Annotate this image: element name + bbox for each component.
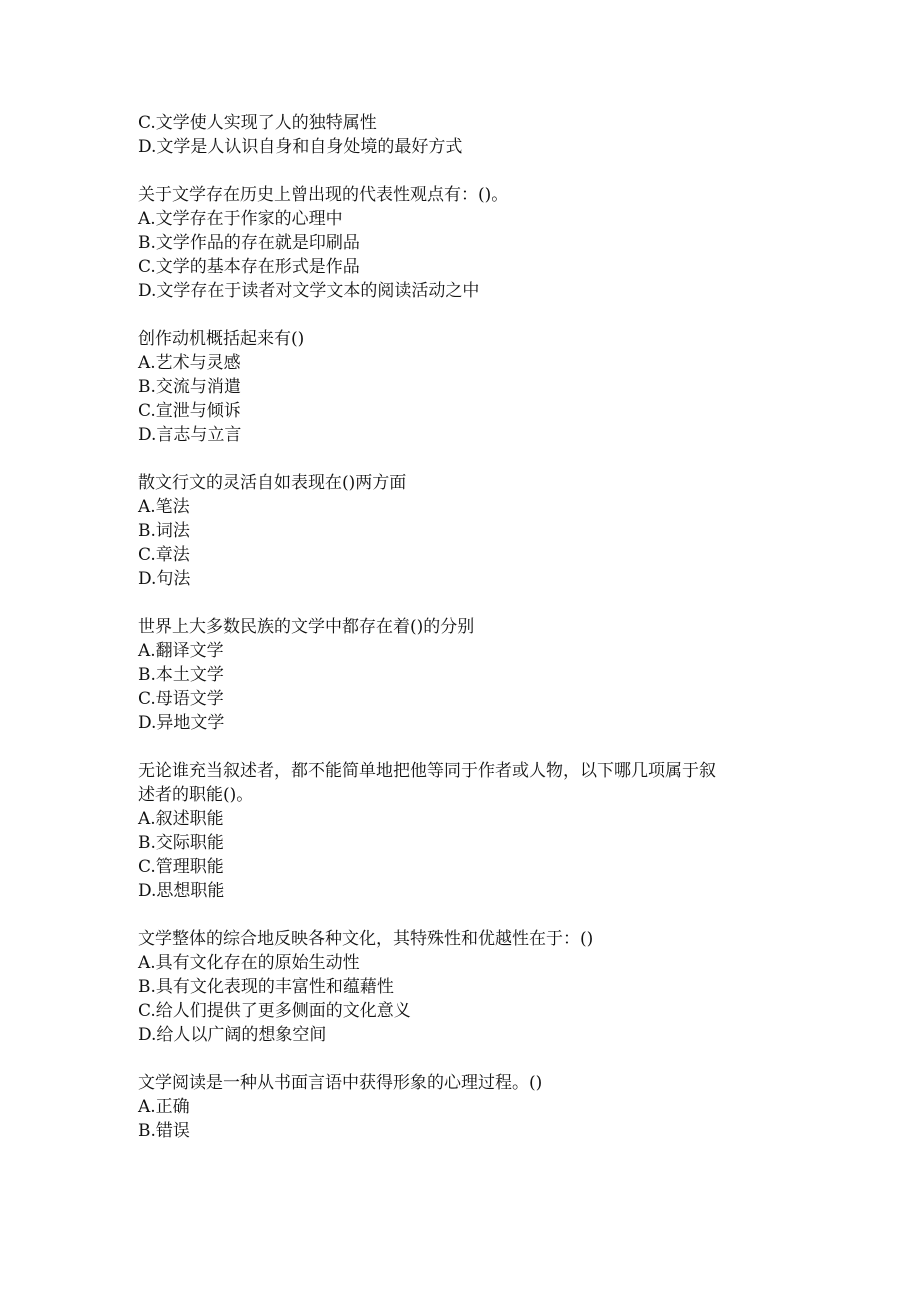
option-c: C.管理职能 [138, 857, 224, 877]
question-stem: 文学整体的综合地反映各种文化，其特殊性和优越性在于：() [138, 929, 594, 949]
question-2 [138, 327, 838, 447]
question-7 [138, 1071, 838, 1143]
question-stem: 关于文学存在历史上曾出现的代表性观点有：()。 [138, 185, 509, 205]
option-c: C.给人们提供了更多侧面的文化意义 [138, 1001, 411, 1021]
option-a: A.翻译文学 [138, 641, 224, 661]
option-a: A.文学存在于作家的心理中 [138, 209, 343, 229]
option-a: A.笔法 [138, 497, 190, 517]
option-c: C.宣泄与倾诉 [138, 401, 241, 421]
question-partial [138, 111, 838, 159]
option-b: B.具有文化表现的丰富性和蕴藉性 [138, 977, 394, 997]
question-1 [138, 183, 838, 303]
option-b: B.本土文学 [138, 665, 224, 685]
option-c: C.母语文学 [138, 689, 224, 709]
option-a: A.具有文化存在的原始生动性 [138, 953, 360, 973]
question-4 [138, 615, 838, 735]
question-stem: 世界上大多数民族的文学中都存在着()的分别 [138, 617, 475, 637]
option-c: C.文学的基本存在形式是作品 [138, 257, 360, 277]
option-c: C.文学使人实现了人的独特属性 [138, 113, 377, 133]
question-stem-line-1: 无论谁充当叙述者，都不能简单地把他等同于作者或人物，以下哪几项属于叙 [138, 761, 716, 781]
question-5 [138, 759, 838, 903]
question-stem: 创作动机概括起来有() [138, 329, 305, 349]
option-a: A.叙述职能 [138, 809, 224, 829]
question-stem: 散文行文的灵活自如表现在()两方面 [138, 473, 407, 493]
option-b: B.交际职能 [138, 833, 224, 853]
option-b: B.文学作品的存在就是印刷品 [138, 233, 360, 253]
option-b: B.词法 [138, 521, 190, 541]
question-3 [138, 471, 838, 591]
option-c: C.章法 [138, 545, 190, 565]
option-b: B.交流与消遣 [138, 377, 241, 397]
question-stem-line-2: 述者的职能()。 [138, 785, 254, 805]
question-6 [138, 927, 838, 1047]
option-d: D.给人以广阔的想象空间 [138, 1025, 327, 1045]
option-b: B.错误 [138, 1121, 190, 1141]
document-page [138, 111, 838, 1167]
option-d: D.思想职能 [138, 881, 225, 901]
option-a: A.艺术与灵感 [138, 353, 241, 373]
option-d: D.句法 [138, 569, 191, 589]
option-d: D.文学存在于读者对文学文本的阅读活动之中 [138, 281, 480, 301]
option-d: D.文学是人认识自身和自身处境的最好方式 [138, 137, 463, 157]
option-a: A.正确 [138, 1097, 190, 1117]
option-d: D.异地文学 [138, 713, 225, 733]
option-d: D.言志与立言 [138, 425, 242, 445]
question-stem: 文学阅读是一种从书面言语中获得形象的心理过程。() [138, 1073, 543, 1093]
